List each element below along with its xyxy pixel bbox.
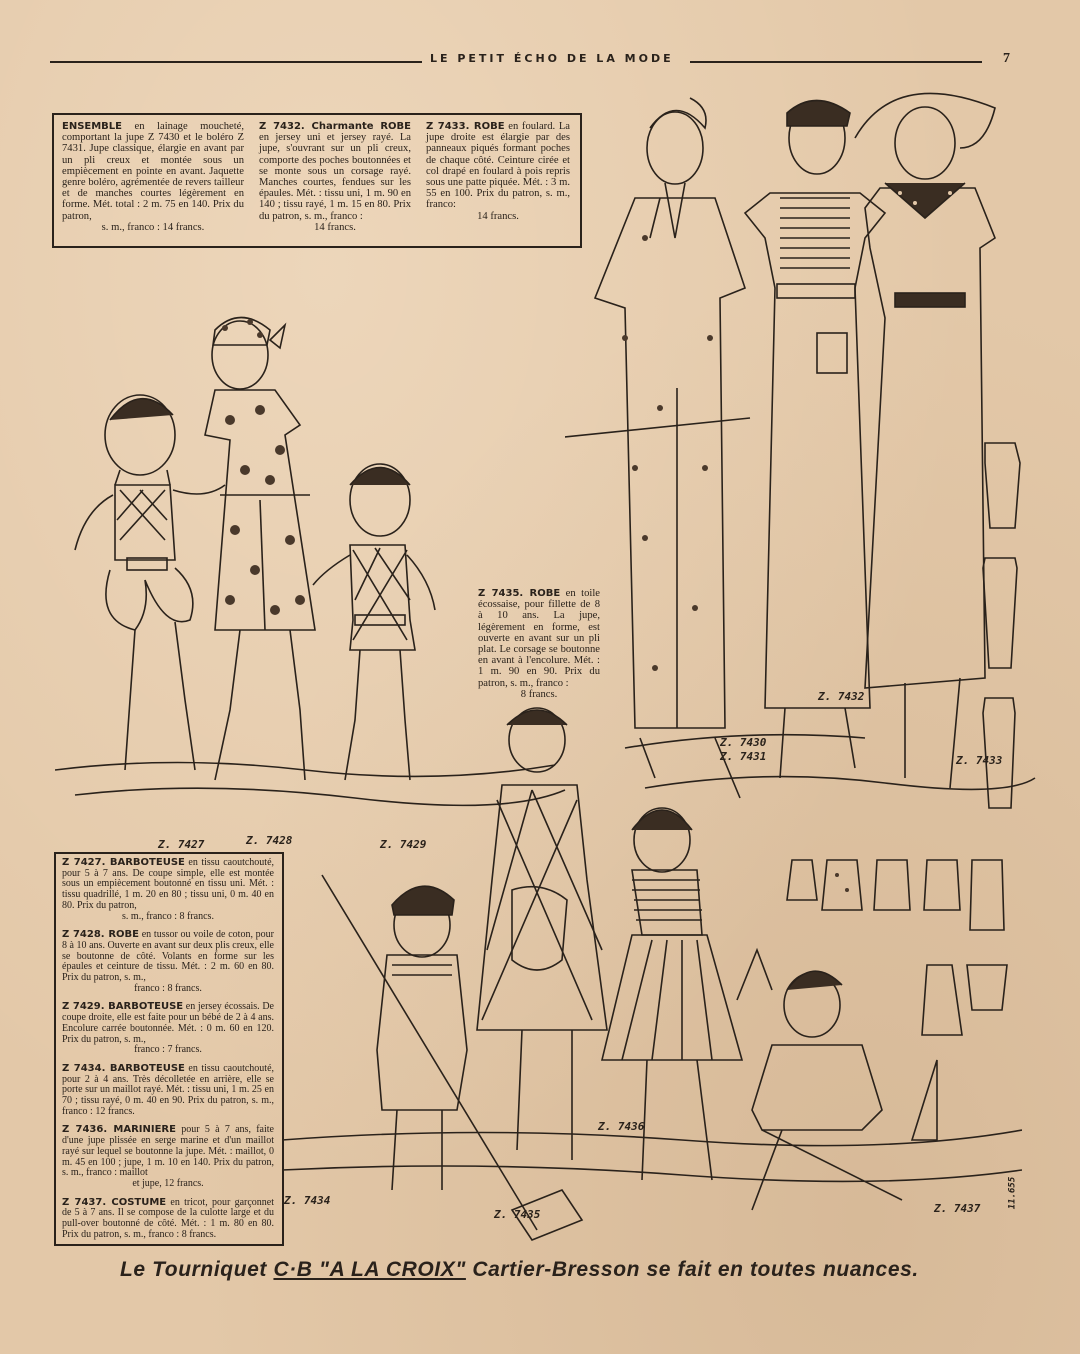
- figure-label-z7434: Z. 7434: [284, 1194, 331, 1207]
- caption-text: en jersey écossais. De coupe droite, elle est faite pour un bébé de 2 à 4 ans. Encolure carrée boutonnée. Mét. : 0 m. 60 en 120. Prix du patron, s. m.,: [62, 1001, 274, 1045]
- caption-head: Z 7427. BARBOTEUSE: [62, 857, 185, 868]
- footer-post: Cartier-Bresson se fait en toutes nuances.: [465, 1258, 919, 1281]
- caption-tail: 14 francs.: [477, 210, 519, 222]
- page-header: [50, 52, 1010, 70]
- caption-tail: et jupe, 12 francs.: [132, 1177, 204, 1189]
- caption-text: en lainage moucheté, comportant la jupe Z 7430 et le boléro Z 7431. Jupe classique, élargie en avant par un pli creux et montée sous un empiècement en pointe en avant. Jaquette genre boléro, agrémentée de revers tailleur et de manches courtes légèrement en forme. Mét. total : 2 m. 75 en 140. Prix du patron,: [62, 121, 244, 222]
- figure-label-z7430: Z. 7430: [720, 736, 767, 749]
- caption-z7432: [259, 121, 411, 233]
- caption-z7428: [62, 930, 274, 994]
- caption-head: Z 7432. Charmante ROBE: [259, 121, 411, 132]
- footer-brand: C·B "A LA CROIX": [273, 1258, 466, 1281]
- caption-head: Z 7429. BARBOTEUSE: [62, 1001, 184, 1013]
- caption-text: en tissu caoutchouté, pour 5 à 7 ans. De coupe simple, elle est montée sous un empiècement boutonné en tissu uni. Mét. : tissu quadrillé, 1 m. 20 en 80 ; tissu uni, 0 m. 40 en 80. Prix du patron,: [62, 857, 275, 911]
- bottom-captions: [62, 858, 274, 1249]
- caption-z7429: [62, 1002, 274, 1056]
- caption-z7434: [62, 1064, 274, 1118]
- caption-head: Z 7435. ROBE: [478, 588, 561, 599]
- figure-label-z7433: Z. 7433: [956, 754, 1003, 767]
- children-seaside-illustration: [282, 700, 1022, 1248]
- figure-label-z7429: Z. 7429: [380, 838, 427, 851]
- caption-head: Z 7433. ROBE: [426, 121, 505, 132]
- footer-advertisement: [120, 1258, 1000, 1282]
- caption-head: Z 7428. ROBE: [62, 929, 139, 941]
- caption-text: en foulard. La jupe droite est élargie par des panneaux piqués formant poches de chaque côté. Ceinture cirée et col drapé en foulard à pois repris sous une patte piquée. Mét. : 3 m. 55 en 100. Prix du patron, s. m., franco:: [426, 121, 571, 211]
- figure-label-z7437: Z. 7437: [934, 1202, 981, 1215]
- caption-z7436: [62, 1125, 274, 1189]
- caption-z7433: [426, 121, 570, 222]
- caption-tail: franco : 7 francs.: [134, 1044, 202, 1056]
- caption-z7437: [62, 1198, 274, 1241]
- header-rule-right: [690, 61, 982, 63]
- caption-text: en jersey uni et jersey rayé. La jupe, s'ouvrant sur un pli creux, comporte des poches boutonnées et se monte sous un corsage rayé. Manches courtes, fendues sur les épaules. Mét. : tissu uni, 1 m. 90 en 140 ; tissu rayé, 1 m. 15 en 80. Prix du patron, s. m., franco :: [259, 132, 411, 222]
- caption-tail: 14 francs.: [314, 221, 356, 233]
- caption-tail: franco : 8 francs.: [134, 982, 202, 994]
- figure-label-z7428: Z. 7428: [246, 834, 293, 847]
- figure-label-z7436: Z. 7436: [598, 1120, 645, 1133]
- caption-text: pour 5 à 7 ans, faite d'une jupe plissée en serge marine et d'un maillot rayé sur lequel se boutonne la jupe. Mét. : maillot, 0 m. 45 en 100 ; jupe, 1 m. 10 en 140. Prix du patron, s. m., franco : maillot: [62, 1124, 274, 1179]
- figure-label-z7431: Z. 7431: [720, 750, 767, 763]
- figure-label-z7427: Z. 7427: [158, 838, 205, 851]
- caption-head: Z 7434. BARBOTEUSE: [62, 1062, 185, 1074]
- caption-tail: 8 francs.: [520, 688, 558, 700]
- page-number: 7: [1003, 51, 1010, 66]
- footer-pre: Le Tourniquet: [120, 1258, 274, 1281]
- figure-label-z7432: Z. 7432: [818, 690, 865, 703]
- caption-text: en tricot, pour garçonnet de 5 à 7 ans. Il se compose de la culotte large et du pull-over boutonné de côté. Mét. : 1 m. 80 en 80. Prix du patron, s. m., franco : 8 francs.: [62, 1196, 274, 1240]
- caption-tail: s. m., franco : 14 francs.: [101, 221, 205, 233]
- caption-ensemble: [62, 121, 244, 233]
- header-rule-left: [50, 61, 422, 63]
- caption-z7427: [62, 858, 274, 922]
- caption-head: ENSEMBLE: [62, 121, 123, 132]
- caption-head: Z 7436. MARINIERE: [62, 1124, 176, 1136]
- figure-label-z7435: Z. 7435: [494, 1208, 541, 1221]
- caption-text: en tissu caoutchouté, pour 2 à 4 ans. Très décolletée en arrière, elle se porte sur un maillot rayé. Mét. : tissu uni, 1 m. 25 en 70 ; tissu rayé, 0 m. 40 en 90. Prix du patron, s. m., franco : 12 francs.: [62, 1062, 275, 1117]
- caption-tail: s. m., franco : 8 francs.: [122, 910, 214, 922]
- caption-text: en toile écossaise, pour fillette de 8 à 10 ans. La jupe, légèrement en forme, est ouverte en avant sur un pli plat. Le corsage se boutonne en avant à l'encolure. Mét. : 1 m. 90 en 90. Prix du patron, s. m., franco :: [478, 588, 600, 689]
- plate-number: 11.655: [1007, 1176, 1018, 1210]
- magazine-title: LE PETIT ÉCHO DE LA MODE: [430, 52, 674, 65]
- caption-text: en tussor ou voile de coton, pour 8 à 10 ans. Ouverte en avant sur deux plis creux, elle se boutonne de côté. Volants en forme sur les épaules et ceinture de tissu. Mét. : 2 m. 60 en 80. Prix du patron, s. m.,: [62, 929, 275, 984]
- caption-head: Z 7437. COSTUME: [62, 1196, 167, 1208]
